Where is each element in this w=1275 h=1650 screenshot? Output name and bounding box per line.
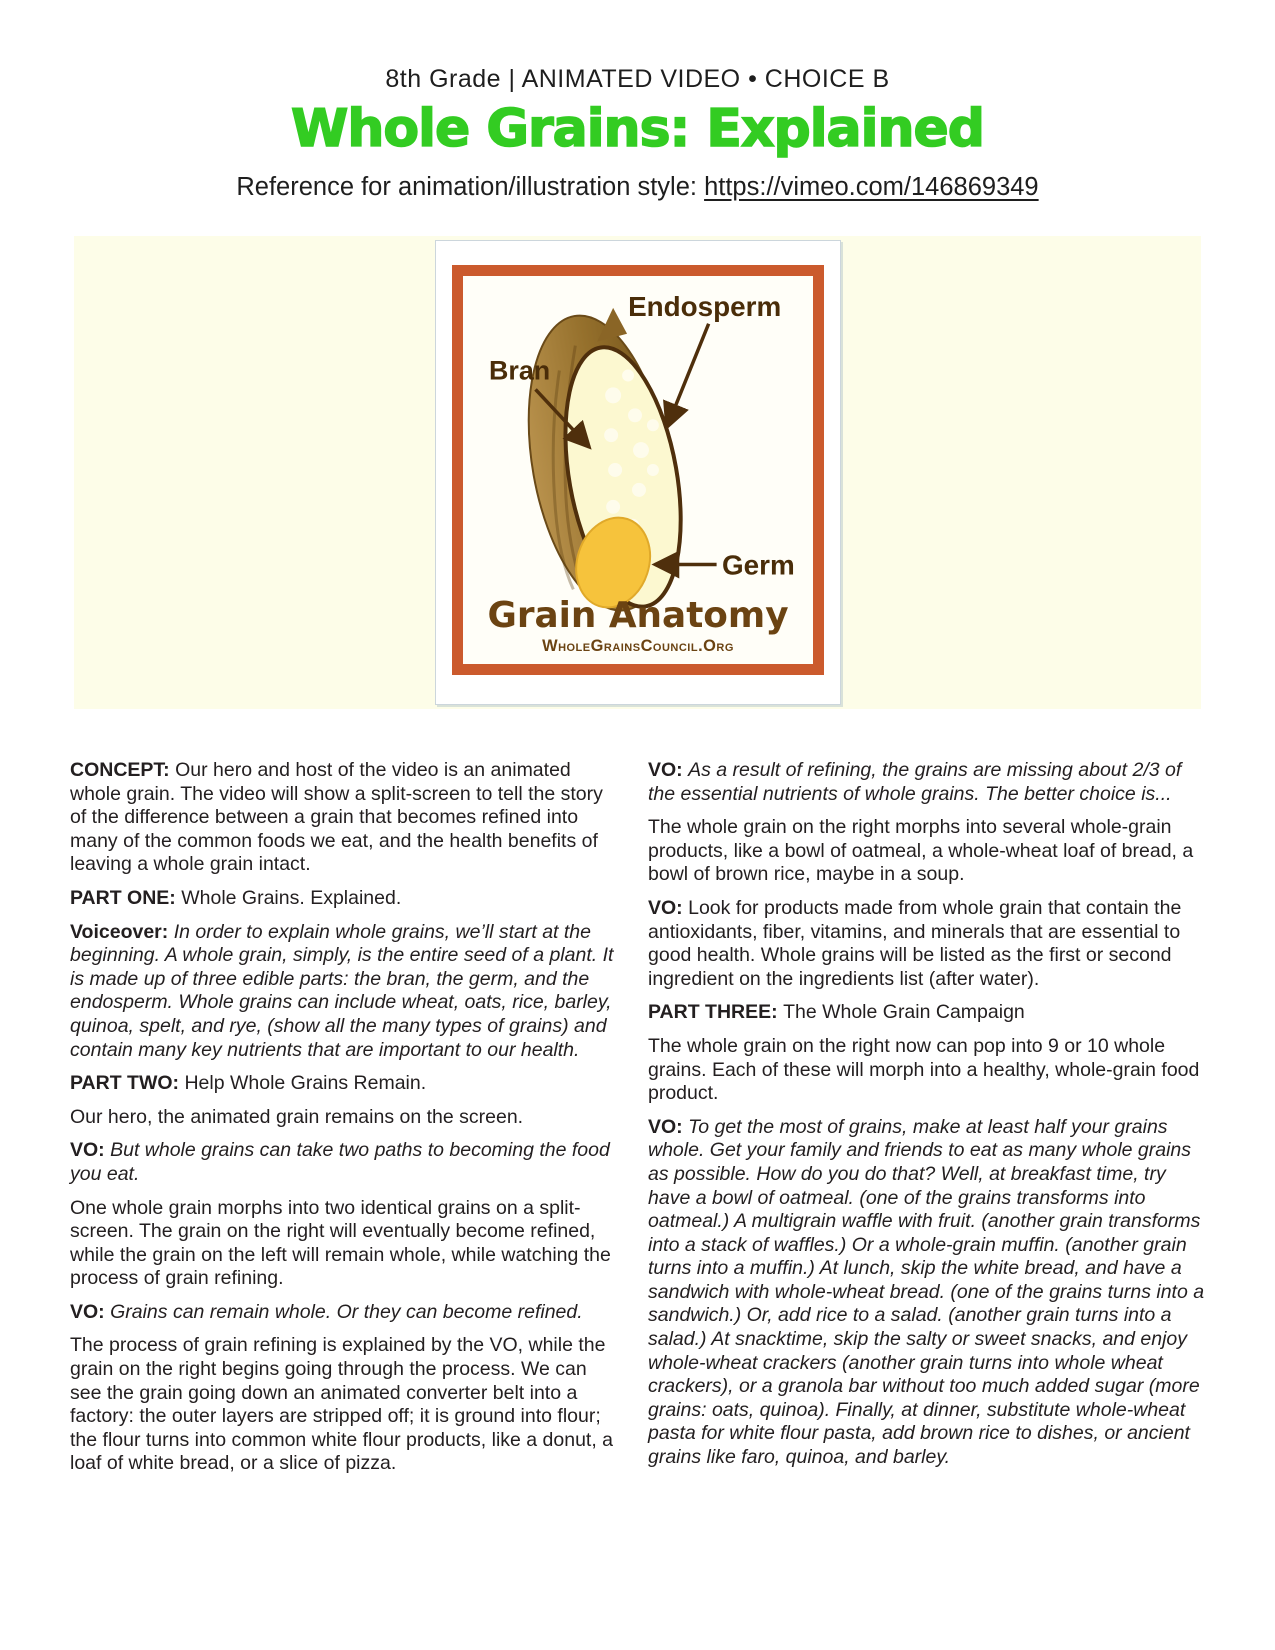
paragraph: Our hero, the animated grain remains on the screen. bbox=[70, 1105, 524, 1128]
paragraph: The whole grain on the right morphs into several whole-grain products, like a bowl of oatmeal, a whole-wheat loaf of bread, a bowl of brown rice, maybe in a soup. bbox=[648, 816, 1194, 886]
germ-label: Germ bbox=[721, 549, 795, 581]
endosperm-arrow bbox=[666, 324, 708, 427]
paragraph: VO: To get the most of grains, make at least half your grains whole. Get your family and friends to eat as many whole grains as possible. How do you do that? Well, at breakfast time, try have a bowl of oatmeal. (one of the grains transforms into oatmeal.) A multigrain waffle with fruit. (another grain transforms into a stack of waffles.) Or a whole-grain muffin. (another grain turns into a muffin.) At lunch, skip the white bread, and have a sandwich with whole-wheat bread. (one of the grains turns into a sandwich.) Or, add rice to a salad. (another grain turns into a salad.) At snacktime, skip the salty or sweet snacks, and enjoy whole-wheat crackers (another grain turns into whole wheat crackers), or a granola bar without too much added sugar (more grains: oats, quinoa). Finally, at dinner, substitute whole-wheat pasta for white flour pasta, add brown rice to dishes, or ancient grains like faro, quinoa, and barley. bbox=[648, 1115, 1205, 1469]
paragraph: CONCEPT: Our hero and host of the video is an animated whole grain. The video will show a split-screen to tell the story of the difference between a grain that becomes refined into many of the common foods we eat, and the health benefits of leaving a whole grain intact. bbox=[70, 759, 603, 876]
reference-label: Reference for animation/illustration style: bbox=[236, 173, 705, 201]
endosperm-label: Endosperm bbox=[627, 290, 781, 322]
body-columns bbox=[70, 759, 1205, 1486]
paragraph-label: VO: bbox=[70, 1300, 111, 1323]
grain-anatomy-card bbox=[435, 240, 841, 705]
paragraph-label: PART TWO: bbox=[70, 1072, 185, 1095]
paragraph: Voiceover: In order to explain whole grains, we’ll start at the beginning. A whole grain, simply, is the entire seed of a plant. It is made up of three edible parts: the bran, the germ, and the endosperm. Whole grains can include wheat, oats, rice, barley, quinoa, spelt, and rye, (show all the many types of grains) and contain many key nutrients that are important to our health. bbox=[70, 920, 614, 1061]
grain-illustration bbox=[463, 276, 813, 664]
paragraph-label: VO: bbox=[648, 759, 689, 781]
paragraph-label: CONCEPT: bbox=[70, 759, 176, 781]
paragraph: PART TWO: Help Whole Grains Remain. bbox=[70, 1072, 427, 1095]
paragraph: PART THREE: The Whole Grain Campaign bbox=[648, 1001, 1025, 1024]
column-left bbox=[70, 759, 622, 1486]
paragraph: The process of grain refining is explained by the VO, while the grain on the right begins going through the process. We can see the grain going down an animated converter belt into a factory: the outer layers are stripped off; it is ground into flour; the flour turns into common white flour products, like a donut, a loaf of white bread, or a slice of pizza. bbox=[70, 1334, 614, 1475]
paragraph-label: VO: bbox=[70, 1139, 111, 1162]
paragraph-label: Voiceover: bbox=[70, 920, 174, 943]
page-title: Whole Grains: Explained bbox=[291, 99, 984, 159]
figure-caption-source: WholeGrainsCouncil.Org bbox=[541, 637, 734, 656]
grain-anatomy-frame bbox=[452, 265, 824, 675]
paragraph-label: PART THREE: bbox=[648, 1001, 784, 1024]
paragraph: VO: But whole grains can take two paths to becoming the food you eat. bbox=[70, 1139, 610, 1185]
figure-band bbox=[74, 236, 1201, 709]
reference-line bbox=[70, 172, 1205, 203]
paragraph: VO: Grains can remain whole. Or they can become refined. bbox=[70, 1300, 583, 1323]
paragraph: The whole grain on the right now can pop into 9 or 10 whole grains. Each of these will morph into a healthy, whole-grain food product. bbox=[648, 1034, 1200, 1105]
reference-link[interactable]: https://vimeo.com/146869349 bbox=[704, 173, 1039, 201]
header-kicker: 8th Grade | ANIMATED VIDEO • CHOICE B bbox=[385, 65, 890, 93]
column-right bbox=[648, 759, 1205, 1486]
paragraph: VO: Look for products made from whole grain that contain the antioxidants, fiber, vitamins, and minerals that are essential to good health. Whole grains will be listed as the first or second ingredient on the ingredients list (after water). bbox=[648, 896, 1182, 990]
paragraph: One whole grain morphs into two identical grains on a split-screen. The grain on the right will eventually become refined, while the grain on the left will remain whole, while watching the process of grain refining. bbox=[70, 1196, 611, 1290]
paragraph-label: VO: bbox=[648, 896, 689, 919]
paragraph-label: PART ONE: bbox=[70, 886, 182, 909]
paragraph: PART ONE: Whole Grains. Explained. bbox=[70, 886, 402, 909]
grain-seed bbox=[507, 304, 698, 621]
paragraph: VO: As a result of refining, the grains are missing about 2/3 of the essential nutrients of whole grains. The better choice is... bbox=[648, 759, 1182, 805]
bran-label: Bran bbox=[488, 355, 550, 386]
figure-caption-title: Grain Anatomy bbox=[486, 595, 789, 637]
paragraph-label: VO: bbox=[648, 1115, 689, 1138]
